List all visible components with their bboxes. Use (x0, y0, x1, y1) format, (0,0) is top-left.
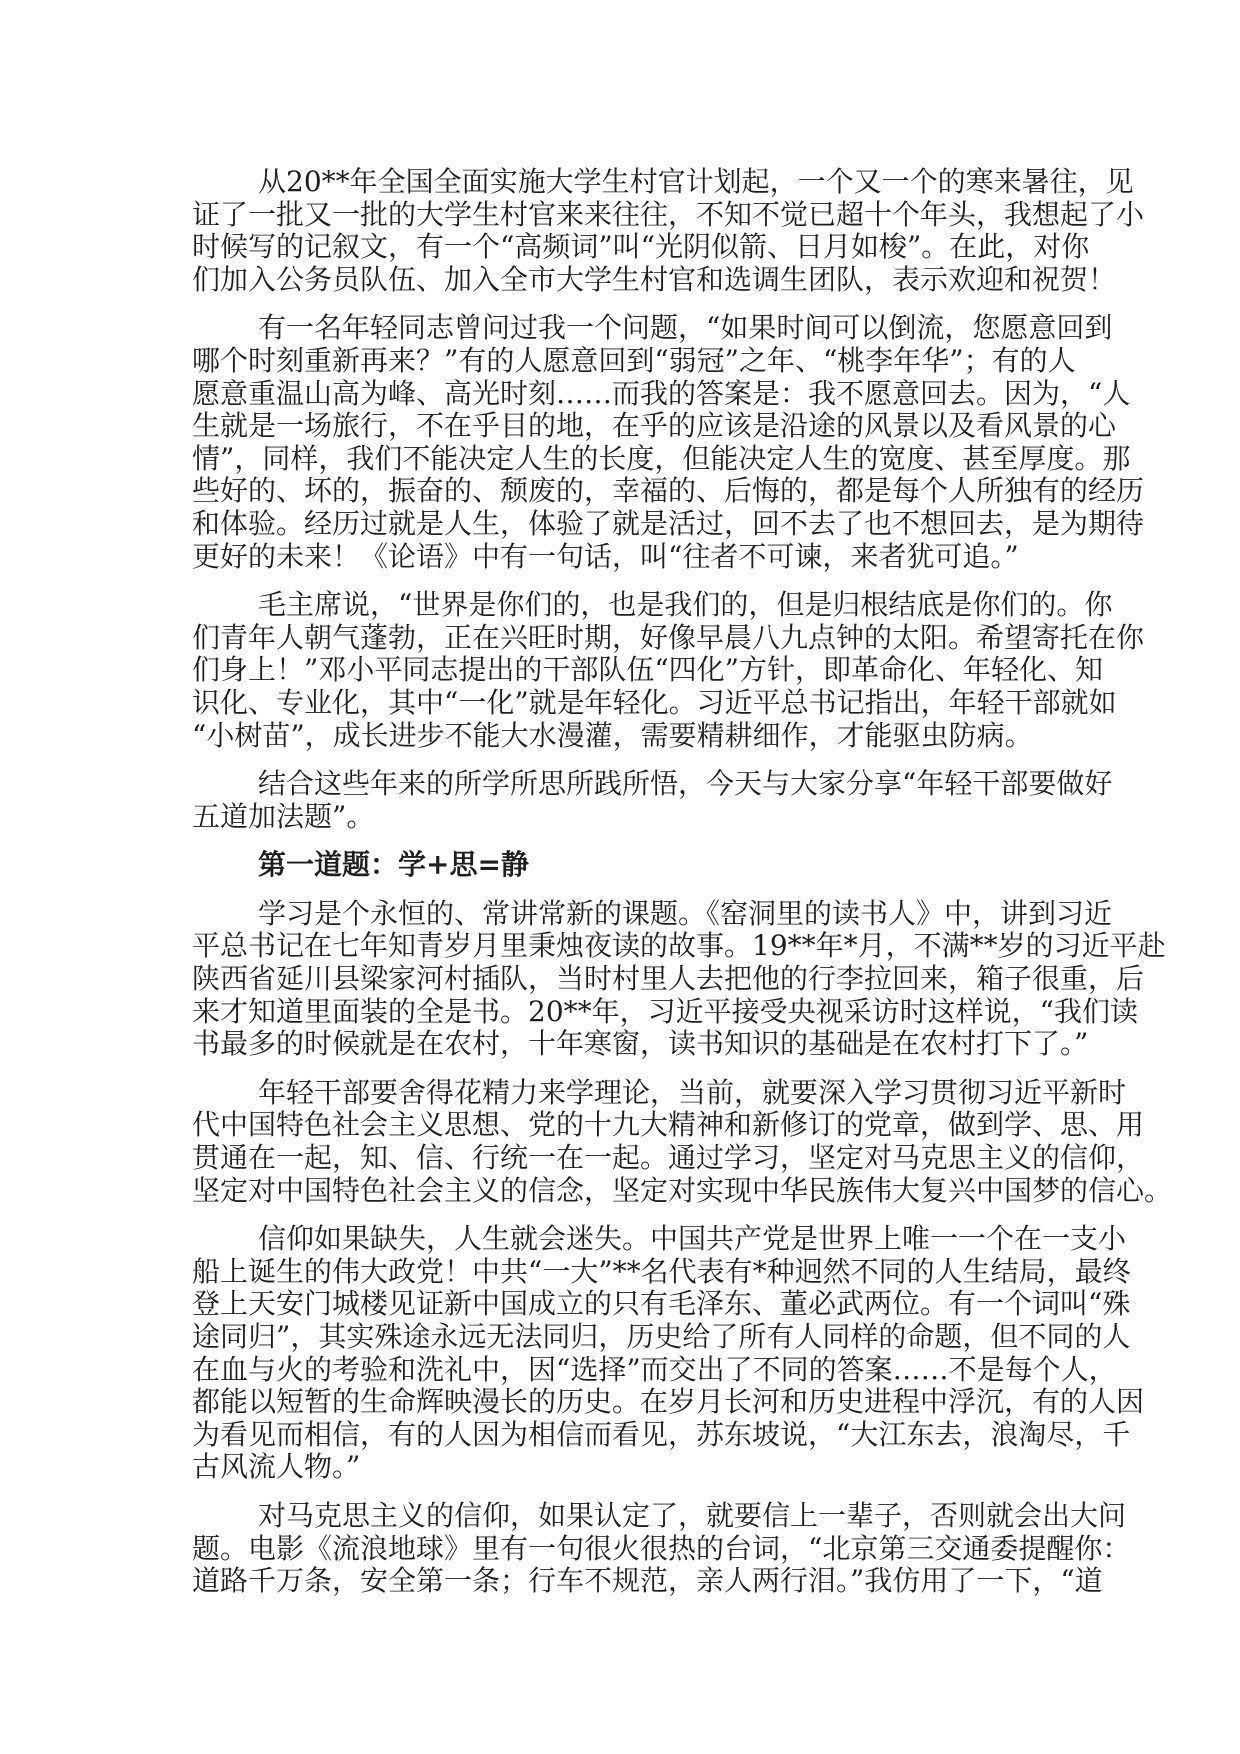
text-line: 为看见而相信，有的人因为相信而看见，苏东坡说，“大江东去，浪淘尽，千 (192, 1417, 1131, 1451)
text-line: 时候写的记叙文，有一个“高频词”叫“光阴似箭、日月如梭”。在此，对你 (192, 230, 1090, 264)
text-line: 们身上！”邓小平同志提出的干部队伍“四化”方针，即革命化、年轻化、知 (192, 653, 1103, 687)
text-line: 学习是个永恒的、常讲常新的课题。《窑洞里的读书人》中，讲到习近 (258, 896, 1113, 930)
paragraph (192, 588, 1145, 752)
text-line: 平总书记在七年知青岁月里秉烛夜读的故事。19**年*月，不满**岁的习近平赴 (192, 929, 1166, 963)
text-line: 途同归”，其实殊途永远无法同归，历史给了所有人同样的命题，但不同的人 (192, 1320, 1131, 1353)
text-line: 们青年人朝气蓬勃，正在兴旺时期，好像早晨八九点钟的太阳。希望寄托在你 (192, 620, 1145, 654)
text-line: 哪个时刻重新再来？”有的人愿意回到“弱冠”之年、“桃李年华”；有的人 (192, 343, 1076, 377)
text-line: 在血与火的考验和洗礼中，因“选择”而交出了不同的答案……不是每个人， (192, 1352, 1117, 1386)
text-line: 些好的、坏的，振奋的、颓废的，幸福的、后悔的，都是每个人所独有的经历 (192, 474, 1145, 508)
text-line: 愿意重温山高为峰、高光时刻……而我的答案是：我不愿意回去。因为，“人 (192, 376, 1131, 410)
text-line: 贯通在一起，知、信、行统一在一起。通过学习，坚定对马克思主义的信仰， (192, 1141, 1145, 1175)
text-line: 来才知道里面装的全是书。20**年，习近平接受央视采访时这样说，“我们读 (192, 994, 1138, 1028)
document-page (192, 165, 1173, 1614)
text-line: 有一名年轻同志曾问过我一个问题，“如果时间可以倒流，您愿意回到 (258, 311, 1113, 345)
text-line: “小树苗”，成长进步不能大水漫灌，需要精耕细作，才能驱虫防病。 (192, 718, 1033, 752)
text-line: 代中国特色社会主义思想、党的十九大精神和新修订的党章，做到学、思、用 (192, 1108, 1145, 1142)
text-line: 从20**年全国全面实施大学生村官计划起，一个又一个的寒来暑往，见 (258, 165, 1134, 198)
text-line: 信仰如果缺失，人生就会迷失。中国共产党是世界上唯一一个在一支小 (258, 1222, 1127, 1256)
text-line: 毛主席说，“世界是你们的，也是我们的，但是归根结底是你们的。你 (258, 588, 1113, 622)
paragraph (192, 1498, 1131, 1598)
paragraph (192, 1075, 1173, 1207)
section-heading (192, 849, 1050, 882)
paragraph (192, 311, 1145, 573)
paragraph (192, 1222, 1145, 1484)
text-line: 和体验。经历过就是人生，体验了就是活过，回不去了也不想回去，是为期待 (192, 506, 1145, 540)
paragraph (192, 165, 1145, 296)
text-line: 证了一批又一批的大学生村官来来往往，不知不觉已超十个年头，我想起了小 (192, 197, 1145, 231)
text-line: 对马克思主义的信仰，如果认定了，就要信上一辈子，否则就会出大问 (258, 1498, 1127, 1532)
text-line: 更好的未来！《论语》中有一句话，叫“往者不可谏，来者犹可追。” (192, 539, 1019, 573)
text-line: 识化、专业化，其中“一化”就是年轻化。习近平总书记指出，年轻干部就如 (192, 685, 1117, 719)
text-line: 第一道题：学+思=静 (258, 848, 529, 882)
text-line: 都能以短暂的生命辉映漫长的历史。在岁月长河和历史进程中浮沉，有的人因 (192, 1385, 1145, 1419)
text-line: 结合这些年来的所学所思所践所悟，今天与大家分享“年轻干部要做好 (258, 767, 1113, 801)
text-line: 坚定对中国特色社会主义的信念，坚定对实现中华民族伟大复兴中国梦的信心。 (192, 1173, 1173, 1207)
text-line: 年轻干部要舍得花精力来学理论，当前，就要深入学习贯彻习近平新时 (258, 1075, 1127, 1109)
paragraph (192, 896, 1166, 1061)
text-line: 道路千万条，安全第一条；行车不规范，亲人两行泪。”我仿用了一下，“道 (192, 1564, 1103, 1598)
text-line: 陕西省延川县梁家河村插队，当时村里人去把他的行李拉回来，箱子很重，后 (192, 962, 1145, 996)
paragraph (192, 767, 1113, 833)
text-line: 情”，同样，我们不能决定人生的长度，但能决定人生的宽度、甚至厚度。那 (192, 441, 1131, 475)
text-line: 书最多的时候就是在农村，十年寒窗，读书知识的基础是在农村打下了。” (192, 1027, 1089, 1061)
text-line: 们加入公务员队伍、加入全市大学生村官和选调生团队，表示欢迎和祝贺！ (192, 262, 1117, 296)
text-line: 题。电影《流浪地球》里有一句很火很热的台词，“北京第三交通委提醒你： (192, 1531, 1131, 1565)
text-line: 登上天安门城楼见证新中国成立的只有毛泽东、董必武两位。有一个词叫“殊 (192, 1287, 1131, 1321)
text-line: 生就是一场旅行，不在乎目的地，在乎的应该是沿途的风景以及看风景的心 (192, 409, 1117, 443)
text-line: 船上诞生的伟大政党！中共“一大”**名代表有*种迥然不同的人生结局，最终 (192, 1254, 1131, 1288)
text-line: 五道加法题”。 (192, 799, 375, 833)
text-line: 古风流人物。” (192, 1450, 361, 1484)
